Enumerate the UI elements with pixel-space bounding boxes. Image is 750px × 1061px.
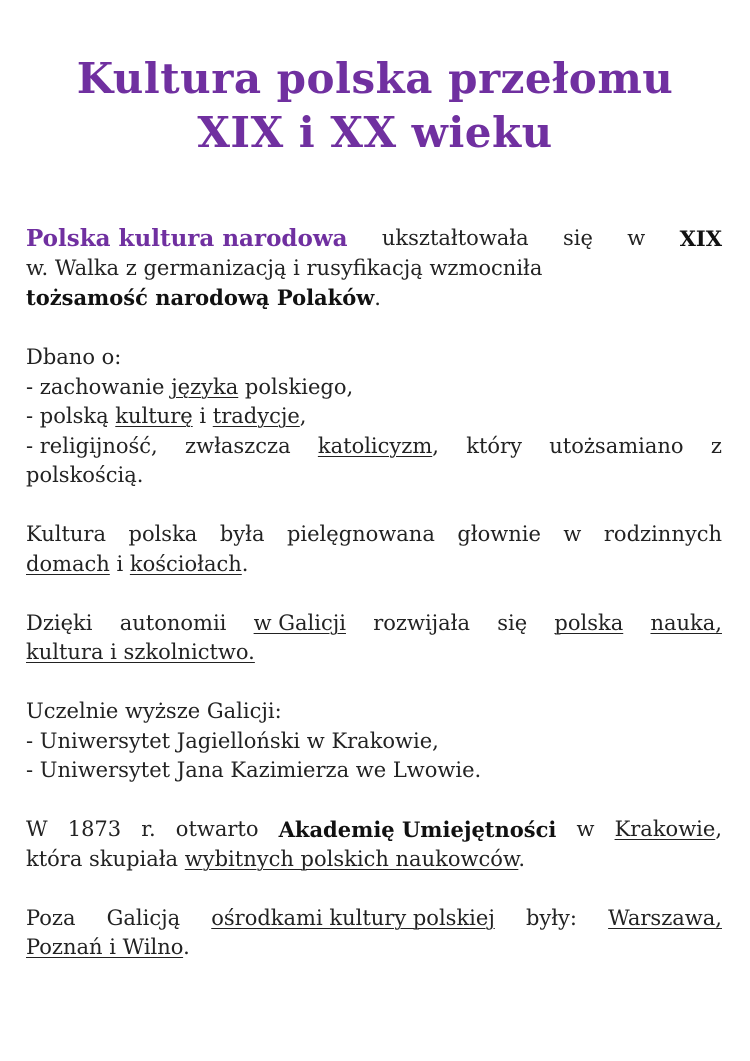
p3-line-2 <box>26 550 722 580</box>
p4-word: się <box>497 610 528 635</box>
underlined-katolicyzm: katolicyzm <box>317 433 433 458</box>
p1-line-1 <box>26 224 722 254</box>
p3-word: rodzinnych <box>603 522 722 546</box>
document-body <box>26 224 722 992</box>
p1-line-3 <box>26 283 722 314</box>
underlined-kosciolach: kościołach <box>129 551 242 576</box>
p6-word: w <box>576 817 595 841</box>
paragraph-dbano-o <box>26 343 722 491</box>
list-word: - religijność, <box>26 433 158 458</box>
underlined-tradycje: tradycje <box>212 404 300 428</box>
list-item <box>26 373 722 403</box>
p6-text: . <box>518 846 526 871</box>
p4-word: rozwijała <box>373 610 471 635</box>
list-word <box>318 432 439 462</box>
p3-line-1 <box>26 520 722 550</box>
p4-line-2 <box>26 638 722 668</box>
p7-word: Poza <box>26 905 76 930</box>
p6-text: , <box>715 817 722 841</box>
p6-line-1 <box>26 815 722 845</box>
list-item: - Uniwersytet Jana Kazimierza we Lwowie. <box>26 758 482 782</box>
p1-word: się <box>562 226 593 250</box>
paragraph-national-culture <box>26 224 722 314</box>
underlined-w-galicji: w Galicji <box>253 610 346 635</box>
list-item-continuation: polskością. <box>26 463 144 487</box>
underlined-polska: polska <box>554 610 624 635</box>
p2-intro: Dbano o: <box>26 345 122 369</box>
p7-line-1 <box>26 904 722 934</box>
p7-line-2 <box>26 933 722 963</box>
title-line-1: Kultura polska przełomu <box>76 54 674 103</box>
underlined-kulture: kulturę <box>115 404 193 428</box>
bold-akademie-umiejetnosci: Akademię Umiejętności <box>278 817 557 842</box>
p6-word <box>615 815 722 845</box>
list-word: zwłaszcza <box>185 433 291 458</box>
paragraph-uczelnie <box>26 697 722 786</box>
list-text: - polską <box>26 404 116 428</box>
p1-line-2: w. Walka z germanizacją i rusyfikacją wzmocniła <box>26 255 543 280</box>
title-line-2: XIX i XX wieku <box>197 108 553 157</box>
underlined-domach: domach <box>26 551 110 576</box>
p6-word: r. <box>141 817 156 841</box>
list-text: , <box>432 433 439 458</box>
list-item: - Uniwersytet Jagielloński w Krakowie, <box>26 728 439 753</box>
p6-word: otwarto <box>175 817 259 841</box>
underlined-warszawa: Warszawa, <box>608 905 722 930</box>
p4-word: autonomii <box>119 610 227 635</box>
p3-word: była <box>219 522 265 546</box>
p4-line-1 <box>26 609 722 639</box>
paragraph-akademia <box>26 815 722 874</box>
p3-word: polska <box>128 522 198 546</box>
p3-word: pielęgnowana <box>286 522 435 546</box>
list-item <box>26 402 722 432</box>
list-word: z <box>710 433 722 458</box>
p6-word: W <box>26 817 48 841</box>
paragraph-autonomia-galicji <box>26 609 722 668</box>
p3-word: głownie <box>457 522 541 546</box>
p7-text: . <box>183 935 190 959</box>
underlined-osrodki-kultury: ośrodkami kultury polskiej <box>211 905 495 930</box>
list-word: utożsamiano <box>549 433 684 458</box>
underlined-nauka: nauka, <box>650 610 722 635</box>
p3-word: Kultura <box>26 522 106 546</box>
list-text: - zachowanie <box>26 374 172 399</box>
p7-word: były: <box>525 905 577 930</box>
list-text: , <box>299 404 307 428</box>
page-title <box>0 52 750 160</box>
highlight-polska-kultura-narodowa: Polska kultura narodowa <box>26 225 348 252</box>
p3-text: i <box>109 551 130 576</box>
paragraph-pielegnowana <box>26 520 722 579</box>
underlined-kultura-szkolnictwo: kultura i szkolnictwo. <box>26 640 255 664</box>
list-item <box>26 432 722 462</box>
p3-text: . <box>241 551 249 576</box>
p7-word: Galicją <box>106 905 181 930</box>
underlined-poznan-wilno: Poznań i Wilno <box>26 935 184 959</box>
p1-period: . <box>374 286 381 310</box>
p6-line-2 <box>26 845 722 875</box>
p5-intro: Uczelnie wyższe Galicji: <box>26 699 282 723</box>
p6-word: 1873 <box>67 817 122 841</box>
p3-word: w <box>563 522 582 546</box>
bold-tozsamosc-narodowa: tożsamość narodową Polaków <box>26 285 375 310</box>
underlined-wybitnych-naukowcow: wybitnych polskich naukowców <box>184 846 519 871</box>
p1-word: ukształtowała <box>381 226 529 250</box>
underlined-krakowie: Krakowie <box>614 817 716 841</box>
list-text: polskiego, <box>238 374 354 399</box>
p1-bold-xix: XIX <box>679 226 722 251</box>
p6-text: która skupiała <box>26 846 185 871</box>
list-word: który <box>466 433 522 458</box>
p4-word: Dzięki <box>26 610 93 635</box>
underlined-jezyka: języka <box>171 374 239 399</box>
p1-word: w <box>627 226 646 250</box>
list-text: i <box>192 404 213 428</box>
paragraph-osrodki <box>26 904 722 963</box>
